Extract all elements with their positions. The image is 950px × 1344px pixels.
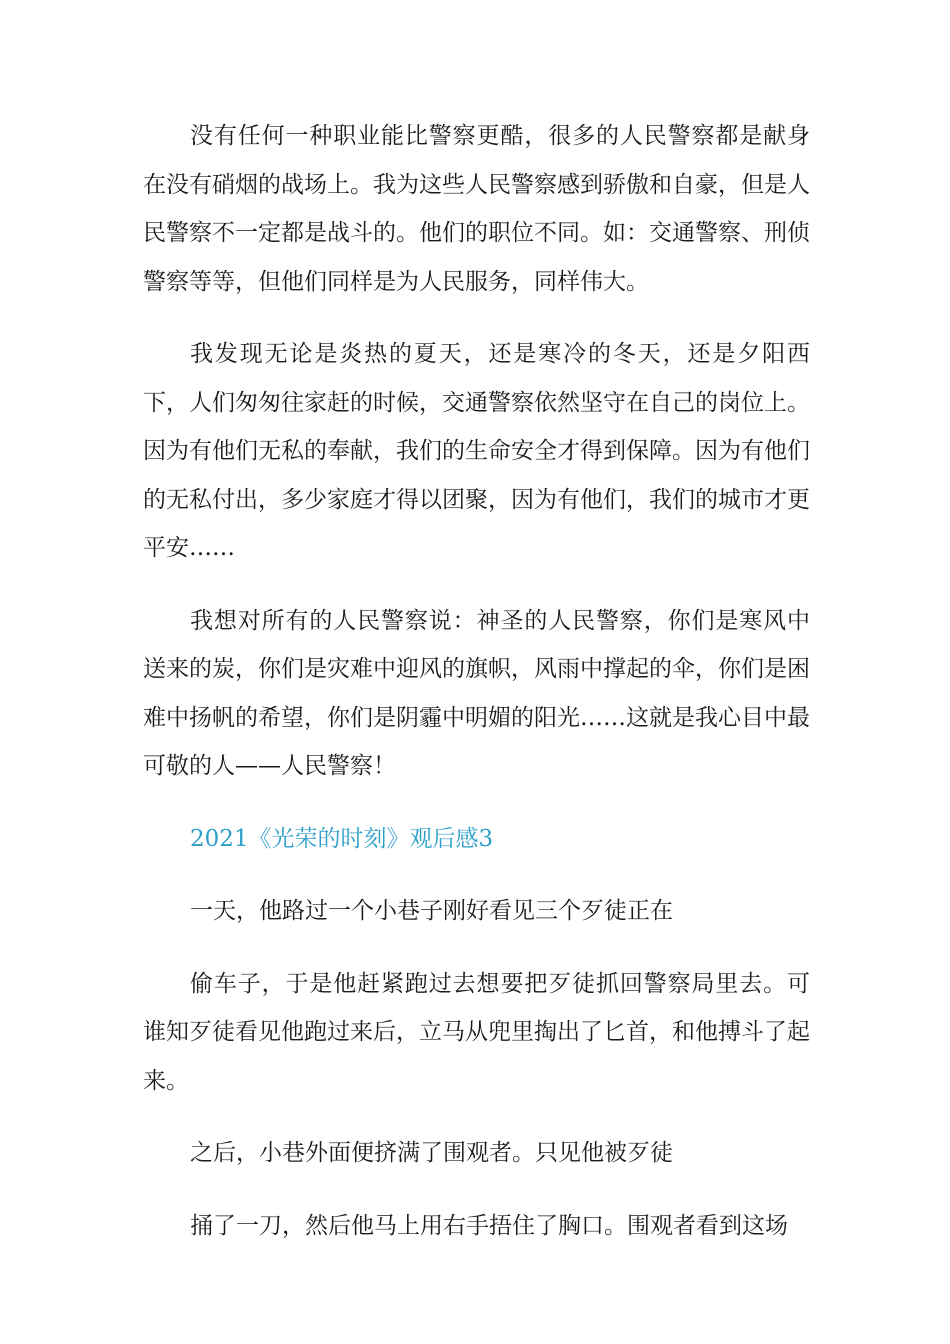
paragraph-5: 偷车子，于是他赶紧跑过去想要把歹徒抓回警察局里去。可谁知歹徒看见他跑过来后，立马从兜里掏出了匕首，和他搏斗了起来。	[143, 970, 810, 1094]
paragraph-4: 一天，他路过一个小巷子刚好看见三个歹徒正在	[190, 898, 673, 924]
paragraph-1: 没有任何一种职业能比警察更酷，很多的人民警察都是献身在没有硝烟的战场上。我为这些人民警察感到骄傲和自豪，但是人民警察不一定都是战斗的。他们的职位不同。如：交通警察、刑侦警察等等，但他们同样是为人民服务，同样伟大。	[143, 123, 810, 295]
document-body	[143, 112, 810, 1274]
paragraph-6: 之后，小巷外面便挤满了围观者。只见他被歹徒	[190, 1140, 673, 1166]
paragraph-3: 我想对所有的人民警察说：神圣的人民警察，你们是寒风中送来的炭，你们是灾难中迎风的旗帜，风雨中撑起的伞，你们是困难中扬帆的希望，你们是阴霾中明媚的阳光……这就是我心目中最可敬的人——人民警察！	[143, 607, 810, 779]
paragraph-2: 我发现无论是炎热的夏天，还是寒冷的冬天，还是夕阳西下，人们匆匆往家赶的时候，交通警察依然坚守在自己的岗位上。因为有他们无私的奉献，我们的生命安全才得到保障。因为有他们的无私付出，多少家庭才得以团聚，因为有他们，我们的城市才更平安……	[143, 341, 810, 561]
section-heading: 2021《光荣的时刻》观后感3	[190, 825, 494, 852]
paragraph-7: 捅了一刀，然后他马上用右手捂住了胸口。围观者看到这场	[190, 1212, 788, 1239]
